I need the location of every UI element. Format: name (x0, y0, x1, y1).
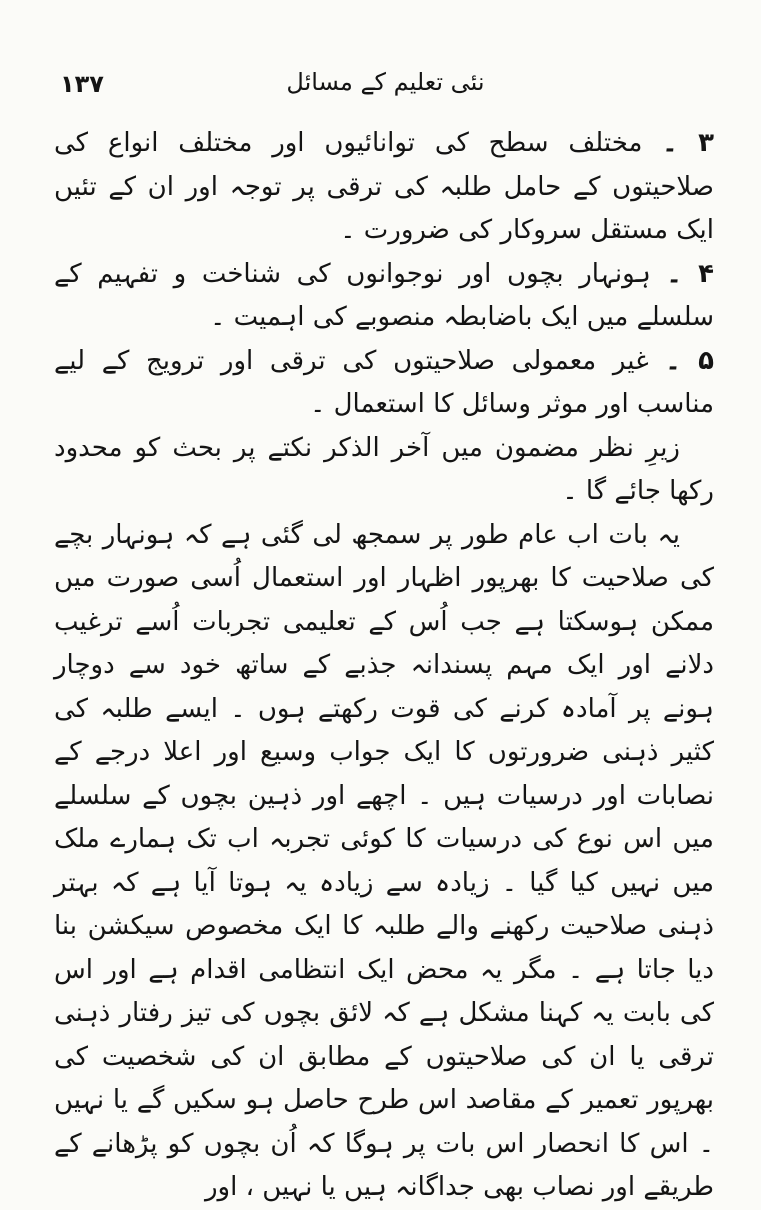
list-item-number: ۳ ۔ (662, 128, 715, 158)
list-item-number: ۵ ۔ (665, 345, 715, 376)
list-item-number: ۴ ۔ (666, 258, 714, 289)
paragraph: یہ بات اب عام طور پر سمجھ لی گئی ہے کہ ہونہار بچے کی صلاحیت کا بھرپور اظہار اور استعمال اُسی صورت میں ممکن ہوسکتا ہے جب اُس کے تعلیمی تجربات اُسے ترغیب دلانے اور ایک مہم پسندانہ جذبے کے ساتھ خود سے دوچار ہونے پر آمادہ کرنے کی قوت رکھتے ہوں ۔ ایسے طلبہ کی کثیر ذہنی ضرورتوں کا ایک جواب وسیع اور اعلا درجے کے نصابات اور درسیات ہیں ۔ اچھے اور ذہین بچوں کے سلسلے میں اس نوع کی درسیات کا کوئی تجربہ اب تک ہمارے ملک میں نہیں کیا گیا ۔ زیادہ سے زیادہ یہ ہوتا آیا ہے کہ بہتر ذہنی صلاحیت رکھنے والے طلبہ کا ایک مخصوص سیکشن بنا دیا جاتا ہے ۔ مگر یہ محض ایک انتظامی اقدام ہے اور اس کی بابت یہ کہنا مشکل ہے کہ لائق بچوں کی تیز رفتار ذہنی ترقی یا ان کی صلاحیتوں کے مطابق ان کی شخصیت کی بھرپور تعمیر کے مقاصد اس طرح حاصل ہو سکیں گے یا نہیں ۔ اس کا انحصار اس بات پر ہوگا کہ اُن بچوں کو پڑھانے کے طریقے اور نصاب بھی جداگانہ ہیں یا نہیں ، اور (54, 519, 714, 1202)
list-item (54, 253, 714, 340)
list-item-text: غیر معمولی صلاحیتوں کی ترقی اور ترویج کے لیے مناسب اور موثر وسائل کا استعمال ۔ (54, 345, 714, 419)
list-item-text: مختلف سطح کی توانائیوں اور مختلف انواع کی صلاحیتوں کے حامل طلبہ کی ترقی پر توجہ اور ان کے تئیں ایک مستقل سروکار کی ضرورت ۔ (54, 128, 714, 245)
list-item (54, 122, 714, 253)
body-text (54, 122, 714, 1210)
paragraph: زیرِ نظر مضمون میں آخر الذکر نکتے پر بحث کو محدود رکھا جائے گا ۔ (54, 432, 714, 506)
list-item (54, 340, 714, 427)
running-title: نئی تعلیم کے مسائل (286, 68, 485, 96)
page-header (60, 66, 711, 106)
page-number: ۱۳۷ (60, 70, 104, 98)
list-item-text: ہونہار بچوں اور نوجوانوں کی شناخت و تفہیم کے سلسلے میں ایک باضابطہ منصوبے کی اہمیت ۔ (54, 258, 714, 332)
